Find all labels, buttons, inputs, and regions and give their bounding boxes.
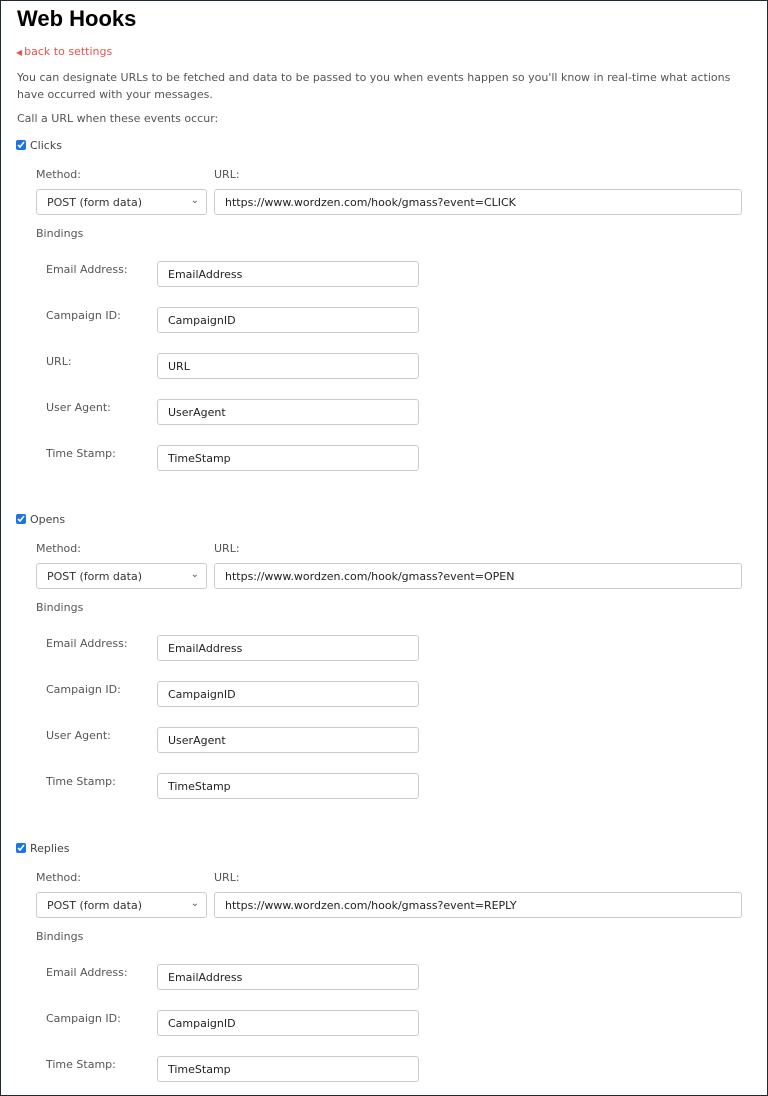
- method-value: POST (form data): [47, 196, 142, 209]
- binding-label: Campaign ID:: [46, 683, 121, 696]
- binding-input[interactable]: CampaignID: [157, 681, 419, 707]
- binding-label: Email Address:: [46, 263, 128, 276]
- page-title: Web Hooks: [17, 6, 137, 31]
- binding-label: Campaign ID:: [46, 309, 121, 322]
- event-toggle-clicks[interactable]: [16, 138, 756, 152]
- event-toggle-opens[interactable]: [16, 512, 756, 526]
- binding-input[interactable]: TimeStamp: [157, 773, 419, 799]
- binding-input[interactable]: UserAgent: [157, 399, 419, 425]
- section-opens: [16, 512, 756, 793]
- caret-left-icon: ◀: [16, 48, 23, 57]
- event-checkbox[interactable]: [16, 843, 26, 853]
- method-label: Method:: [36, 542, 81, 555]
- back-link-label: back to settings: [24, 45, 113, 58]
- chevron-down-icon: ⌄: [190, 195, 199, 206]
- event-checkbox[interactable]: [16, 140, 26, 150]
- url-label: URL:: [214, 871, 240, 884]
- binding-input[interactable]: CampaignID: [157, 1010, 419, 1036]
- method-select[interactable]: [36, 892, 207, 918]
- binding-label: User Agent:: [46, 729, 111, 742]
- method-label: Method:: [36, 168, 81, 181]
- binding-label: Campaign ID:: [46, 1012, 121, 1025]
- binding-input[interactable]: TimeStamp: [157, 445, 419, 471]
- binding-label: Time Stamp:: [46, 775, 116, 788]
- method-label: Method:: [36, 871, 81, 884]
- binding-label: User Agent:: [46, 401, 111, 414]
- binding-label: URL:: [46, 355, 72, 368]
- event-name: Clicks: [30, 138, 62, 152]
- bindings-label: Bindings: [36, 930, 84, 943]
- event-name: Replies: [30, 841, 70, 855]
- binding-input[interactable]: EmailAddress: [157, 964, 419, 990]
- url-label: URL:: [214, 168, 240, 181]
- event-name: Opens: [30, 512, 66, 526]
- call-label: Call a URL when these events occur:: [17, 112, 219, 125]
- binding-input[interactable]: EmailAddress: [157, 635, 419, 661]
- method-value: POST (form data): [47, 570, 142, 583]
- url-input[interactable]: https://www.wordzen.com/hook/gmass?event=CLICK: [214, 189, 742, 215]
- binding-input[interactable]: UserAgent: [157, 727, 419, 753]
- bindings-label: Bindings: [36, 601, 84, 614]
- url-input[interactable]: https://www.wordzen.com/hook/gmass?event=REPLY: [214, 892, 742, 918]
- back-to-settings-link[interactable]: [16, 45, 112, 58]
- chevron-down-icon: ⌄: [190, 898, 199, 909]
- section-clicks: [16, 138, 756, 465]
- url-label: URL:: [214, 542, 240, 555]
- binding-label: Time Stamp:: [46, 447, 116, 460]
- url-input[interactable]: https://www.wordzen.com/hook/gmass?event=OPEN: [214, 563, 742, 589]
- binding-label: Email Address:: [46, 966, 128, 979]
- method-select[interactable]: [36, 563, 207, 589]
- binding-label: Time Stamp:: [46, 1058, 116, 1071]
- binding-input[interactable]: URL: [157, 353, 419, 379]
- binding-input[interactable]: TimeStamp: [157, 1056, 419, 1082]
- chevron-down-icon: ⌄: [190, 569, 199, 580]
- intro-text: You can designate URLs to be fetched and data to be passed to you when events happen so you'll know in real-time what actions have occurred with your messages.: [17, 71, 731, 101]
- binding-input[interactable]: CampaignID: [157, 307, 419, 333]
- method-select[interactable]: [36, 189, 207, 215]
- binding-label: Email Address:: [46, 637, 128, 650]
- event-toggle-replies[interactable]: [16, 841, 756, 855]
- bindings-label: Bindings: [36, 227, 84, 240]
- event-checkbox[interactable]: [16, 514, 26, 524]
- method-value: POST (form data): [47, 899, 142, 912]
- section-replies: [16, 841, 756, 1076]
- binding-input[interactable]: EmailAddress: [157, 261, 419, 287]
